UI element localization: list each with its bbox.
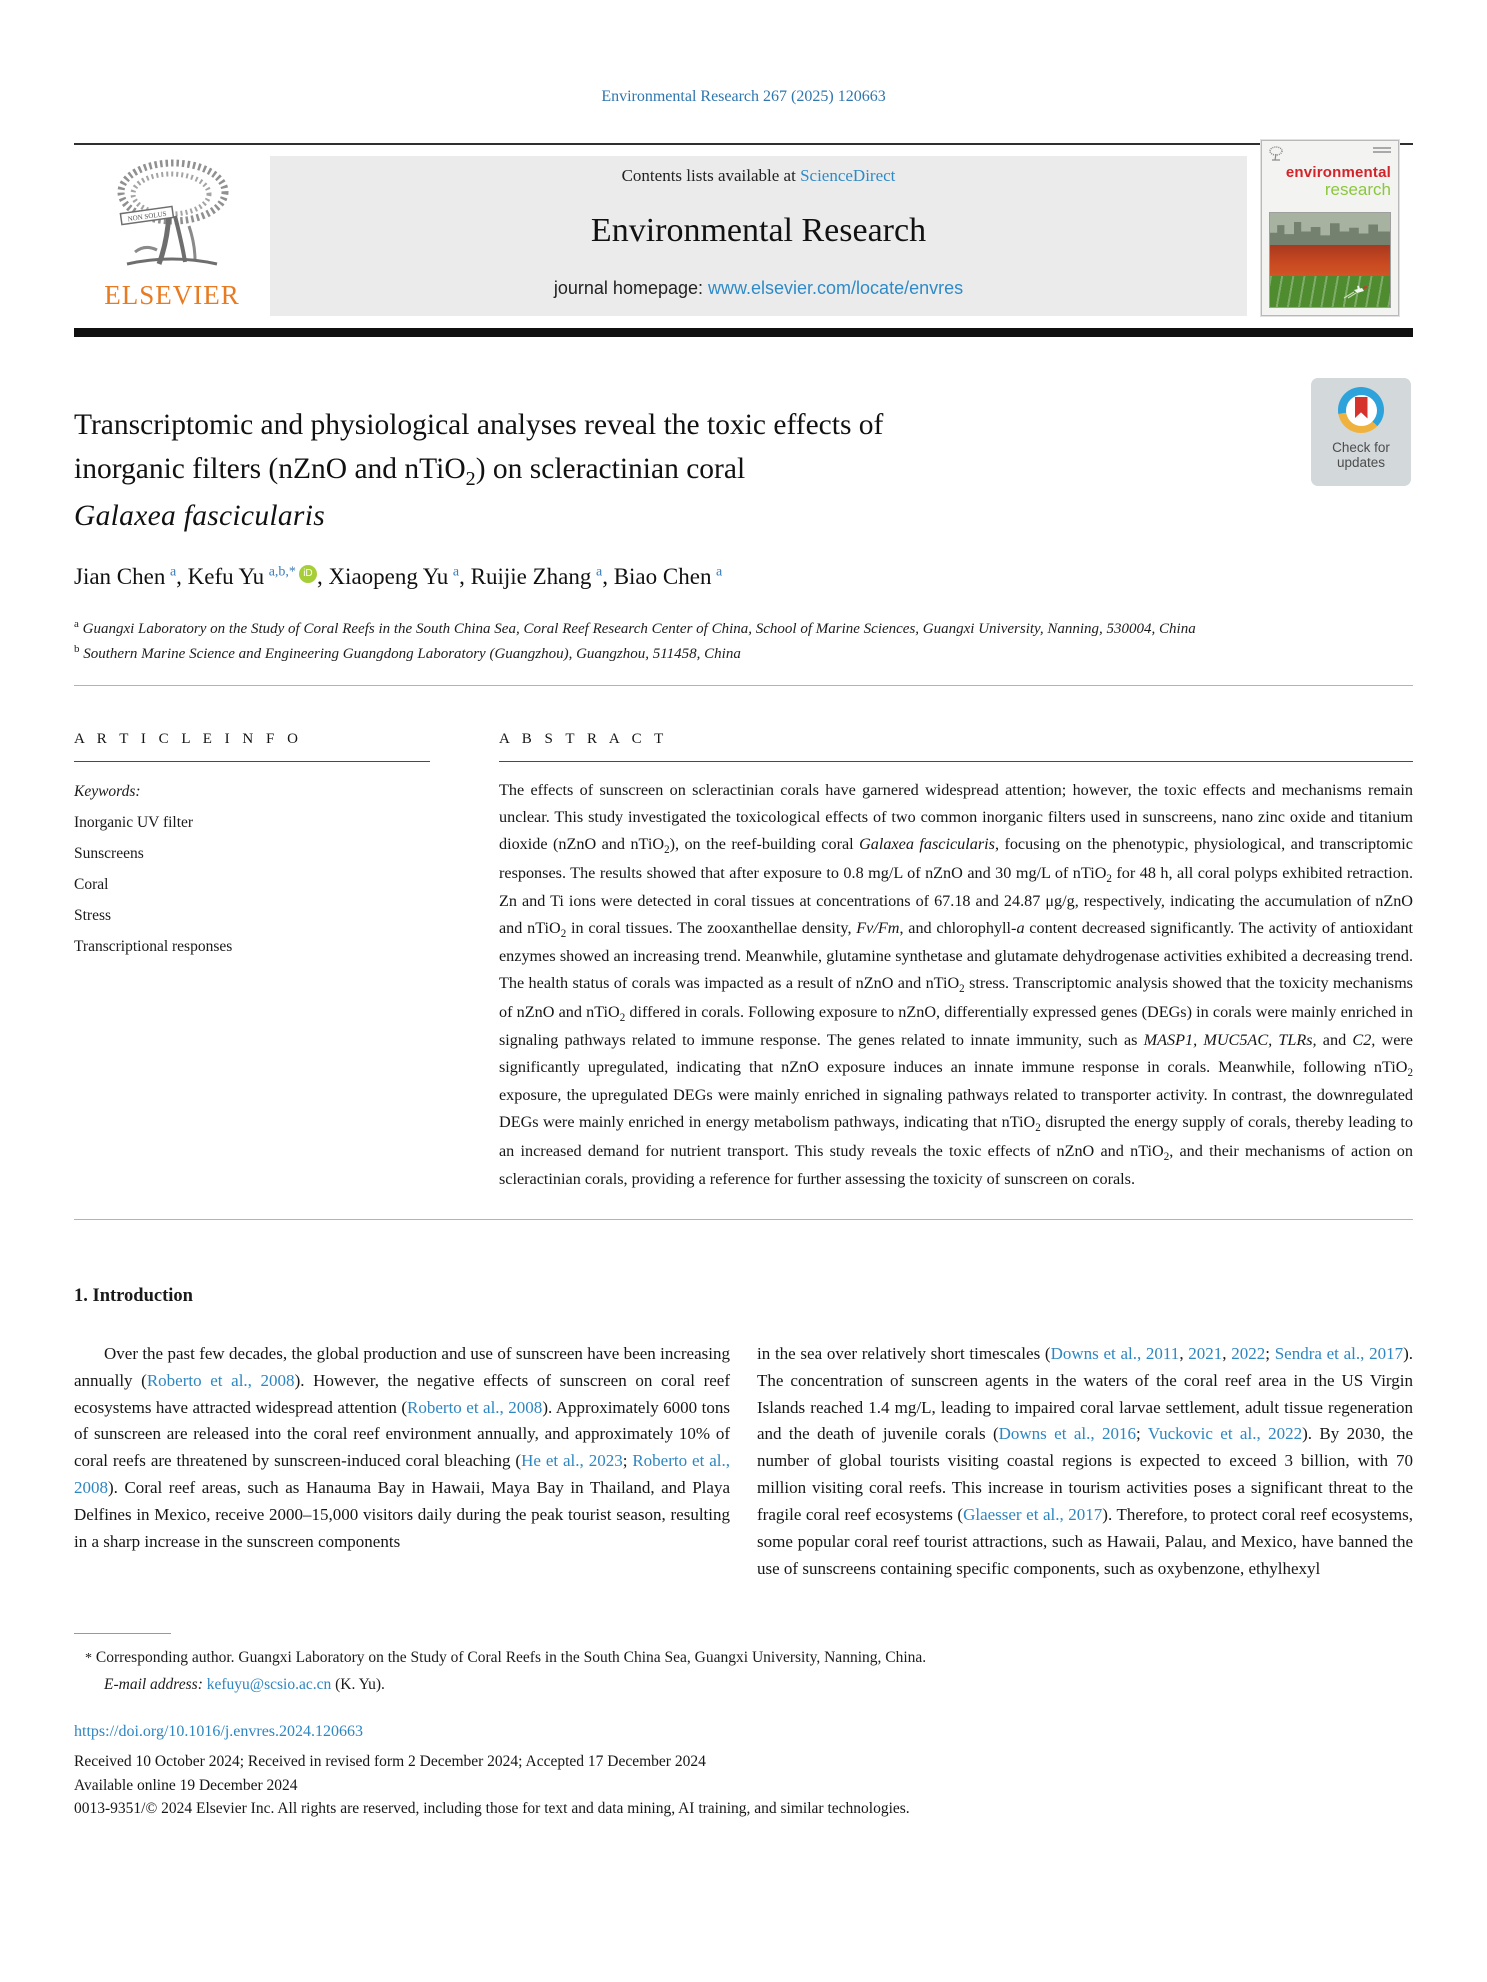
abstract-column xyxy=(499,731,1413,1192)
cover-elsevier-mark-icon xyxy=(1269,146,1283,162)
publication-history xyxy=(74,1750,1413,1820)
homepage-prefix: journal homepage: xyxy=(553,278,708,298)
author-list: Jian Chen $^a$, Kefu Yu $^{a,b,*}$ iD , Xiaopeng Yu $^a$, Ruijie Zhang $^a$, Biao Chen $^a$ xyxy=(74,564,723,590)
journal-masthead xyxy=(270,156,1247,316)
elsevier-logo xyxy=(74,156,270,316)
citation-link[interactable]: Roberto et al., 2008 xyxy=(74,1451,730,1498)
keyword: Transcriptional responses xyxy=(74,938,233,956)
crossmark-icon xyxy=(1338,387,1384,433)
abstract-heading: A B S T R A C T xyxy=(499,731,668,748)
affiliation-a: $^a$ Guangxi Laboratory on the Study of Coral Reefs in the South China Sea, Coral Reef Research Center of China, School of Marine Sciences, Guangxi University, Nanning, 530004, China xyxy=(74,618,1196,638)
cover-title-line1: environmental xyxy=(1285,164,1391,181)
cropduster-plane-icon xyxy=(1342,285,1368,299)
keyword: Stress xyxy=(74,907,112,925)
citation-link[interactable]: 2022 xyxy=(1231,1343,1266,1363)
article-title: Transcriptomic and physiological analyses reveal the toxic effects of inorganic filters (nZnO and nTiO$_2$) on scleractinian coral Galaxea fascicularis xyxy=(74,409,884,533)
abstract-rule xyxy=(499,761,1413,762)
citation-link[interactable]: He et al., 2023 xyxy=(521,1451,623,1471)
cover-cityscape xyxy=(1270,213,1390,245)
elsevier-tree-logo xyxy=(113,156,231,278)
elsevier-motto: NON SOLUS xyxy=(127,209,167,224)
keywords-label: Keywords: xyxy=(74,783,141,801)
citation-link[interactable]: 2021 xyxy=(1188,1343,1223,1363)
cover-block xyxy=(1261,156,1413,316)
citation-link[interactable]: Downs et al., 2011 xyxy=(1050,1343,1180,1363)
info-abstract-section xyxy=(74,731,1413,1192)
citation-link[interactable]: Downs et al., 2016 xyxy=(998,1424,1136,1444)
keyword: Coral xyxy=(74,876,109,894)
email-link[interactable]: kefuyu@scsio.ac.cn xyxy=(206,1676,332,1694)
section-divider xyxy=(74,685,1413,686)
footnote xyxy=(74,1644,1413,1700)
doi-link[interactable]: https://doi.org/10.1016/j.envres.2024.120663 xyxy=(74,1723,364,1741)
check-for-updates-badge[interactable] xyxy=(1311,378,1411,486)
header-black-bar xyxy=(74,328,1413,337)
top-rule xyxy=(74,143,1413,145)
introduction-heading: 1. Introduction xyxy=(74,1285,193,1306)
footnote-rule xyxy=(74,1633,171,1634)
check-for-updates-label: Check for updates xyxy=(1332,440,1390,471)
intro-column-left: Over the past few decades, the global production and use of sunscreen have been increasing annually (Roberto et al., 2008). However, the negative effects of sunscreen on coral reef ecosystems have attracted widespread attention (Roberto et al., 2008). Approximately 6000 tons of sunscreen are released into the coral reef environment annually, and approximately 10% of coral reefs are threatened by sunscreen-induced coral bleaching (He et al., 2023; Roberto et al., 2008). Coral reef areas, such as Hanauma Bay in Hawaii, Maya Bay in Thailand, and Playa Delfines in Mexico, receive 2000–15,000 visitors daily during the peak tourist season, resulting in a sharp increase in the sunscreen components xyxy=(74,1343,731,1551)
cover-red-band xyxy=(1270,245,1390,276)
article-info-heading: A R T I C L E I N F O xyxy=(74,731,303,748)
corresponding-author-note: * Corresponding author. Guangxi Laboratory on the Study of Coral Reefs in the South China Sea, Guangxi University, Nanning, China. xyxy=(85,1648,927,1666)
orcid-icon[interactable]: iD xyxy=(299,565,317,583)
elsevier-wordmark: ELSEVIER xyxy=(104,280,240,310)
article-info-rule xyxy=(74,761,430,762)
journal-header xyxy=(74,156,1413,316)
contents-line xyxy=(270,166,1247,186)
available-online-line: Available online 19 December 2024 xyxy=(74,1776,298,1794)
keyword: Inorganic UV filter xyxy=(74,814,194,832)
cover-field xyxy=(1270,276,1390,307)
abstract-bottom-divider xyxy=(74,1219,1413,1220)
cover-issn-marks xyxy=(1373,147,1391,155)
affiliation-b: $^b$ Southern Marine Science and Engineering Guangdong Laboratory (Guangzhou), Guangzhou, 511458, China xyxy=(74,642,741,662)
email-line: E-mail address: kefuyu@scsio.ac.cn (K. Yu). xyxy=(104,1676,385,1694)
cover-title xyxy=(1269,165,1391,198)
citation-link[interactable]: Sendra et al., 2017 xyxy=(1274,1343,1404,1363)
homepage-link[interactable]: www.elsevier.com/locate/envres xyxy=(708,278,964,298)
affiliations xyxy=(74,616,1413,665)
citation-link[interactable]: Roberto et al., 2008 xyxy=(146,1370,295,1390)
keywords-block xyxy=(74,776,430,962)
cover-image xyxy=(1269,212,1391,308)
copyright-line: 0013-9351/© 2024 Elsevier Inc. All rights are reserved, including those for text and data mining, AI training, and similar technologies. xyxy=(74,1799,910,1817)
citation-link[interactable]: Roberto et al., 2008 xyxy=(407,1397,543,1417)
citation-link[interactable]: Vuckovic et al., 2022 xyxy=(1147,1424,1303,1444)
journal-citation: Environmental Research 267 (2025) 120663 xyxy=(601,88,886,105)
sciencedirect-link[interactable]: ScienceDirect xyxy=(800,166,896,185)
citation-link[interactable]: Glaesser et al., 2017 xyxy=(963,1504,1103,1524)
abstract-text: The effects of sunscreen on scleractinian corals have garnered widespread attention; however, the toxic effects and mechanisms remain unclear. This study investigated the toxicological effects of two common inorganic filters used in sunscreens, nano zinc oxide and titanium dioxide (nZnO and nTiO$_2$), on the reef-building coral Galaxea fascicularis, focusing on the phenotypic, physiological, and transcriptomic responses. The results showed that after exposure to 0.8 mg/L of nZnO and 30 mg/L of nTiO$_2$ for 48 h, all coral polyps exhibited retraction. Zn and Ti ions were detected in coral tissues at concentrations of 67.18 and 24.87 μg/g, respectively, indicating the accumulation of nZnO and nTiO$_2$ in coral tissues. The zooxanthellae density, Fv/Fm, and chlorophyll-a content decreased significantly. The activity of antioxidant enzymes showed an increasing trend. Meanwhile, glutamine synthetase and glutamate dehydrogenase activities exhibited a decreasing trend. The health status of corals was impacted as a result of nZnO and nTiO$_2$ stress. Transcriptomic analysis showed that the toxicity mechanisms of nZnO and nTiO$_2$ differed in corals. Following exposure to nZnO, differentially expressed genes (DEGs) in corals were mainly enriched in signaling pathways related to immune response. The genes related to innate immunity, such as MASP1, MUC5AC, TLRs, and C2, were significantly upregulated, indicating that nZnO exposure induces an innate immune response in corals. Meanwhile, following nTiO$_2$ exposure, the upregulated DEGs were mainly enriched in signaling pathways related to transporter activity. In contrast, the downregulated DEGs were mainly enriched in energy metabolism pathways, indicating that nTiO$_2$ disrupted the energy supply of corals, thereby leading to an increased demand for nutrient transport. This study reveals the toxic effects of nZnO and nTiO$_2$, and their mechanisms of action on scleractinian corals, providing a reference for further assessing the toxicity of sunscreen on corals. xyxy=(499,781,1413,1188)
homepage-line xyxy=(270,278,1247,299)
cover-title-line2: research xyxy=(1324,180,1391,199)
journal-title: Environmental Research xyxy=(590,212,927,249)
received-line: Received 10 October 2024; Received in revised form 2 December 2024; Accepted 17 December 2024 xyxy=(74,1753,706,1771)
contents-prefix: Contents lists available at xyxy=(621,166,801,185)
article-info-column xyxy=(74,731,430,1192)
body-columns xyxy=(74,1341,1413,1583)
intro-column-right: in the sea over relatively short timescales (Downs et al., 2011, 2021, 2022; Sendra et al., 2017). The concentration of sunscreen agents in the waters of the coral reef area in the US Virgin Islands reached 1.4 mg/L, leading to impaired coral larvae settlement, adult tissue regeneration and the death of juvenile corals (Downs et al., 2016; Vuckovic et al., 2022). By 2030, the number of global tourists visiting coastal regions is expected to exceed 3 billion, with 70 million visiting coral reefs. This increase in tourism activities poses a significant threat to the fragile coral reef ecosystems (Glaesser et al., 2017). Therefore, to protect coral reef ecosystems, some popular coral reef tourist attractions, such as Hawaii, Palau, and Mexico, have banned the use of sunscreens containing specific components, such as oxybenzone, ethylhexyl xyxy=(757,1343,1414,1578)
keyword: Sunscreens xyxy=(74,845,144,863)
journal-cover-thumbnail[interactable] xyxy=(1261,140,1399,316)
